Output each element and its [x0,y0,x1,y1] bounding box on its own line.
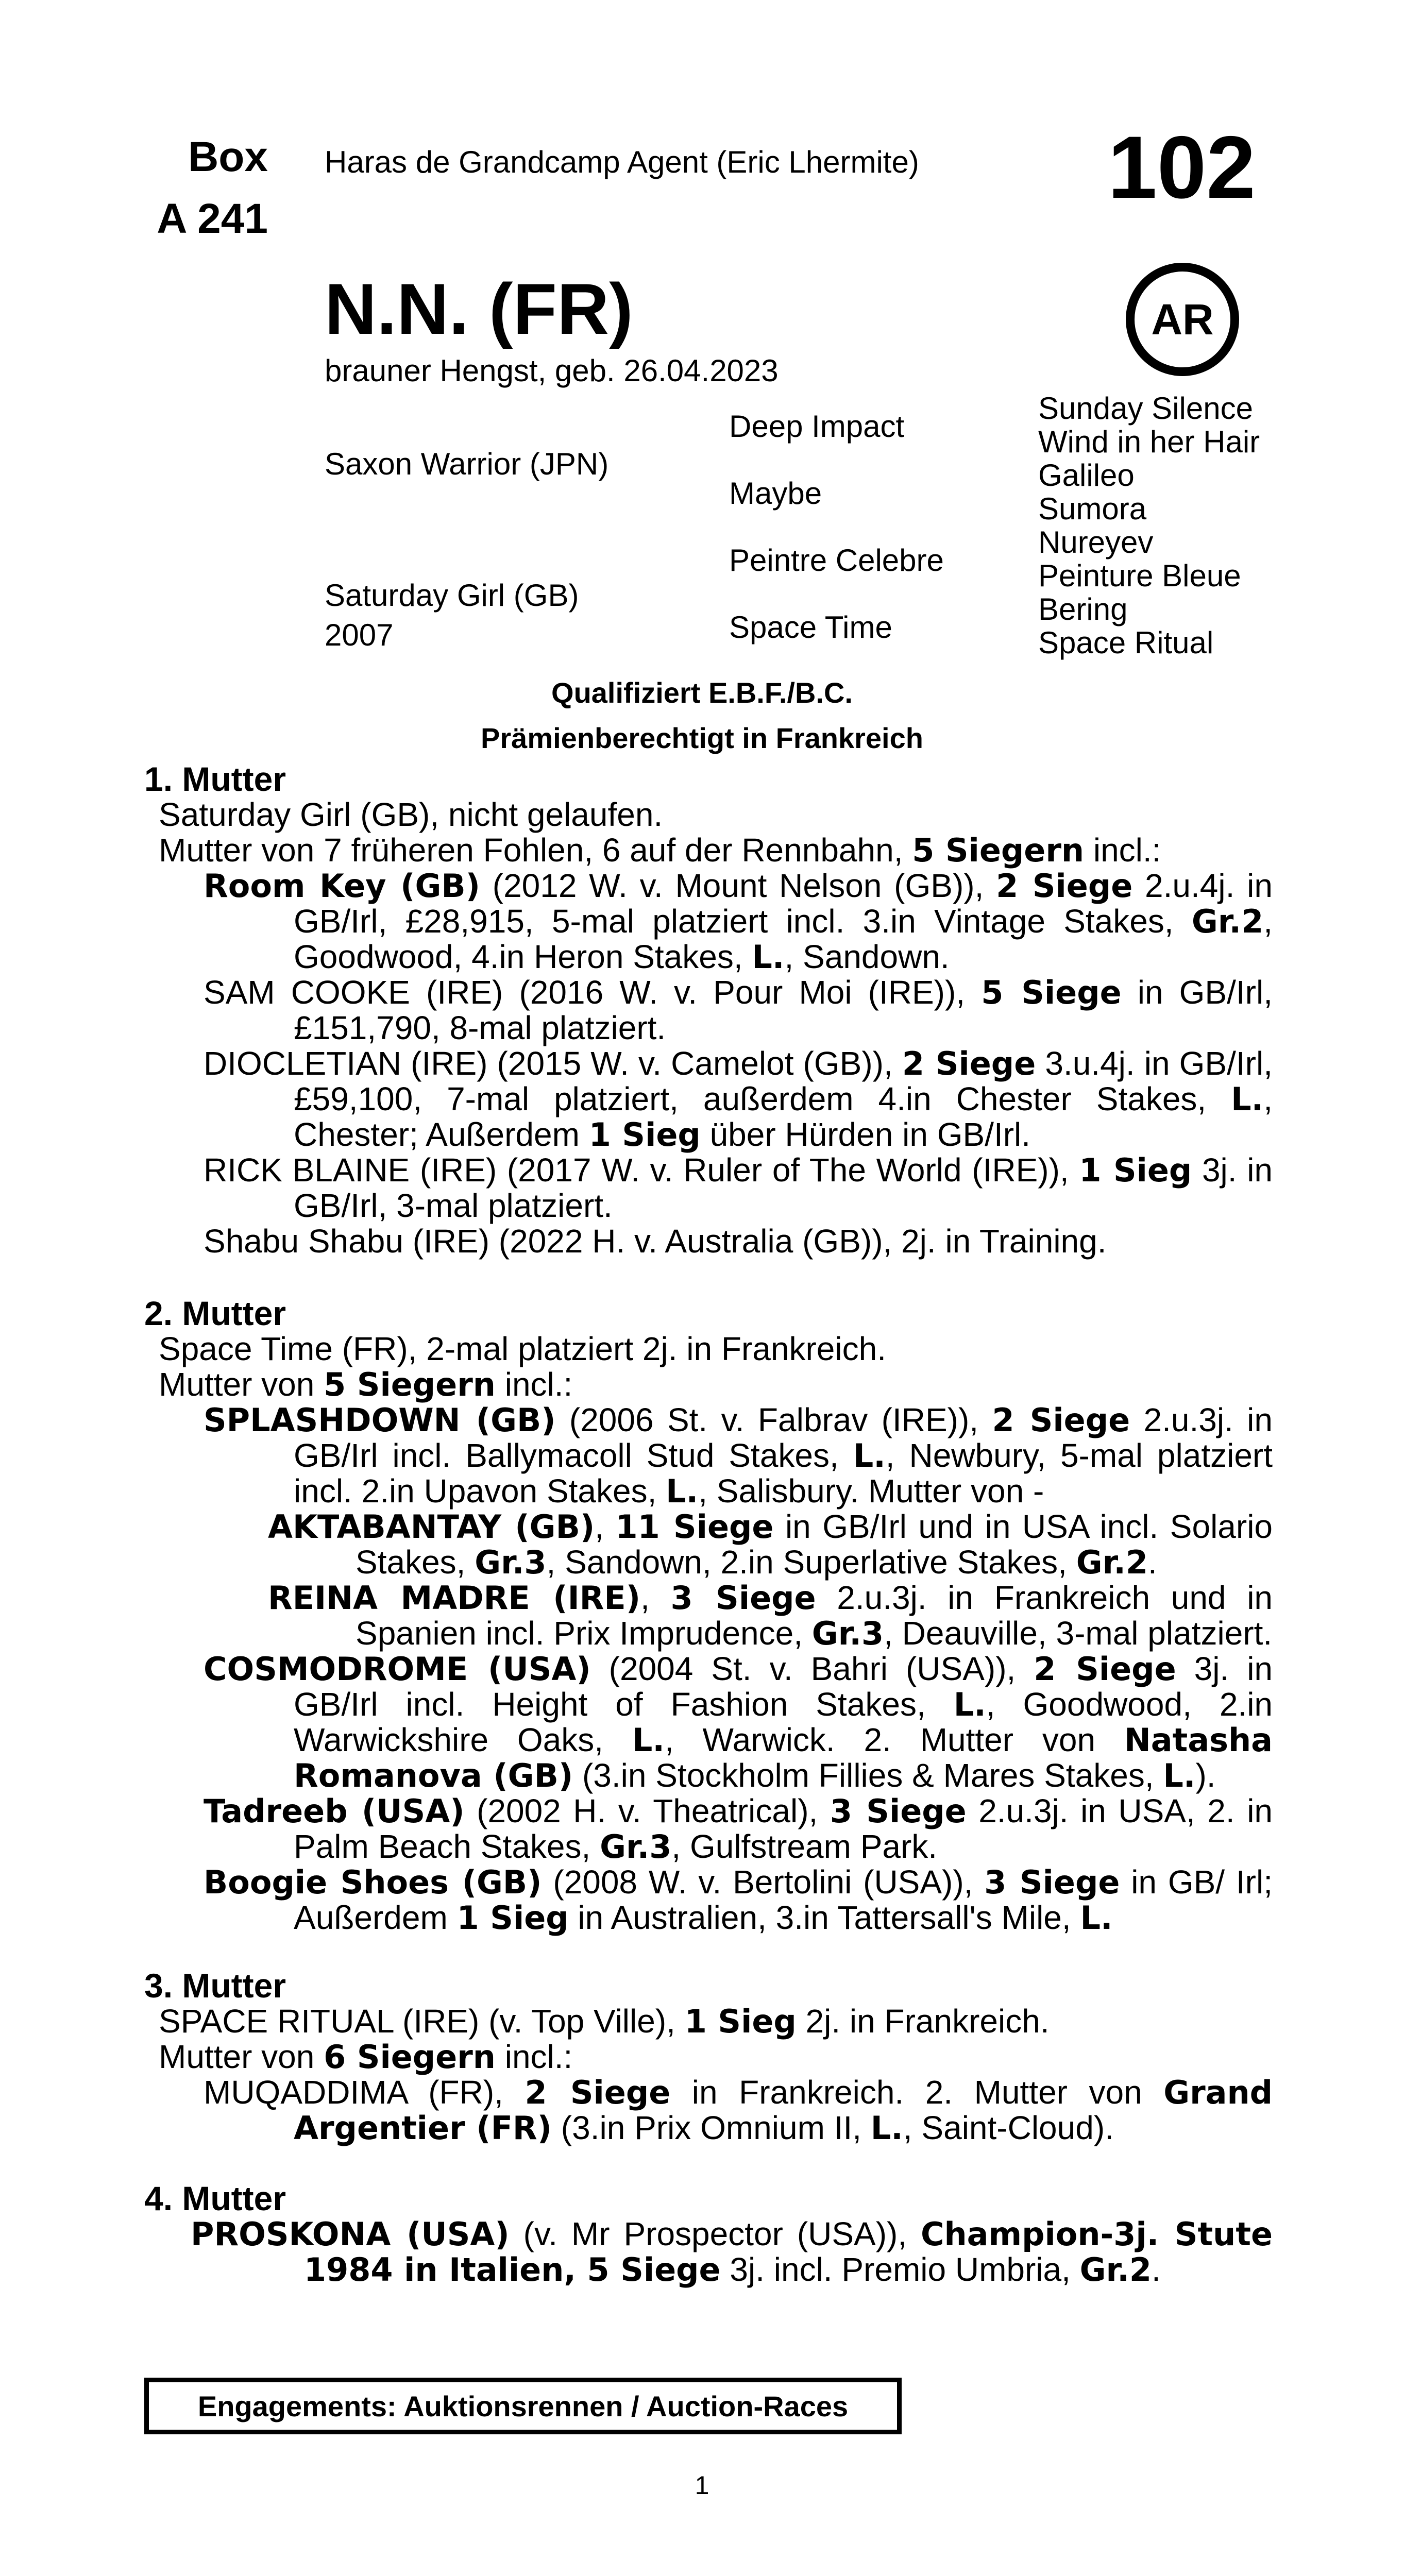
pedigree-dam: Saturday Girl (GB) [325,578,579,613]
engagements-box [144,2378,902,2434]
produce-summary: Mutter von 5 Siegern incl.: [159,1366,573,1403]
consignor-agent: Haras de Grandcamp Agent (Eric Lhermite) [325,145,919,179]
progeny-entry: COSMODROME (USA) (2004 St. v. Bahri (USA)), 2 Siege 3j. in GB/Irl incl. Height of Fashion Stakes, L., Goodwood, 2.in Warwickshire Oaks, L., Warwick. 2. Mutter von Natasha Romanova (GB) (3.in Stockholm Fillies & Mares Stakes, L.). [204,1650,1273,1794]
lot-number: 102 [1108,118,1256,217]
progeny-entry: Boogie Shoes (GB) (2008 W. v. Bertolini (USA)), 3 Siege in GB/ Irl; Außerdem 1 Sieg in Australien, 3.in Tattersall's Mile, L. [204,1863,1273,1937]
grand-progeny-entry: REINA MADRE (IRE), 3 Siege 2.u.3j. in Frankreich und in Spanien incl. Prix Imprudence, Gr.3, Deauville, 3-mal platziert. [268,1579,1273,1652]
progeny-entry: Shabu Shabu (IRE) (2022 H. v. Australia (GB)), 2j. in Training. [204,1223,1107,1260]
progeny-entry: RICK BLAINE (IRE) (2017 W. v. Ruler of The World (IRE)), 1 Sieg 3j. in GB/Irl, 3-mal platziert. [204,1151,1273,1224]
section-third-dam [144,1968,1273,2146]
progeny-entry: SPLASHDOWN (GB) (2006 St. v. Falbrav (IRE)), 2 Siege 2.u.3j. in GB/Irl incl. Ballymacoll Stud Stakes, L., Newbury, 5-mal platziert incl. 2.in Upavon Stakes, L., Salisbury. Mutter von - [204,1401,1273,1510]
pedigree-sire: Saxon Warrior (JPN) [325,447,609,481]
progeny-entry: Room Key (GB) (2012 W. v. Mount Nelson (GB)), 2 Siege 2.u.4j. in GB/Irl, £28,915, 5-mal platziert incl. 3.in Vintage Stakes, Gr.2, Goodwood, 4.in Heron Stakes, L., Sandown. [204,867,1273,976]
dam-line: SPACE RITUAL (IRE) (v. Top Ville), 1 Sieg 2j. in Frankreich. [159,2003,1050,2040]
section-fourth-dam [144,2181,1273,2287]
pedigree-g3-6: Peinture Bleue [1038,558,1241,593]
qualification-line-2: Prämienberechtigt in Frankreich [481,722,923,754]
section-title: 1. Mutter [144,760,286,798]
progeny-entry: MUQADDIMA (FR), 2 Siege in Frankreich. 2. Mutter von Grand Argentier (FR) (3.in Prix Omnium II, L., Saint-Cloud). [204,2074,1273,2147]
dam-line: Space Time (FR), 2-mal platziert 2j. in Frankreich. [159,1330,886,1367]
box-label: Box [188,133,268,180]
horse-name: N.N. (FR) [325,268,633,349]
ar-badge [1126,263,1239,376]
pedigree-g3-5: Nureyev [1038,525,1154,560]
progeny-entry: Tadreeb (USA) (2002 H. v. Theatrical), 3 Siege 2.u.3j. in USA, 2. in Palm Beach Stakes, Gr.3, Gulfstream Park. [204,1792,1273,1866]
pedigree-dam-sire: Peintre Celebre [729,543,944,578]
pedigree-g3-7: Bering [1038,592,1128,626]
page-number: 1 [695,2471,709,2500]
grand-progeny-entry: AKTABANTAY (GB), 11 Siege in GB/Irl und in USA incl. Solario Stakes, Gr.3, Sandown, 2.in Superlative Stakes, Gr.2. [268,1508,1273,1581]
pedigree-g3-3: Galileo [1038,458,1135,493]
progeny-entry: DIOCLETIAN (IRE) (2015 W. v. Camelot (GB)), 2 Siege 3.u.4j. in GB/Irl, £59,100, 7-mal platziert, außerdem 4.in Chester Stakes, L., Chester; Außerdem 1 Sieg über Hürden in GB/Irl. [204,1045,1273,1154]
section-title: 3. Mutter [144,1967,286,2005]
produce-summary: Mutter von 6 Siegern incl.: [159,2038,573,2076]
pedigree-g3-2: Wind in her Hair [1038,425,1260,459]
produce-summary: Mutter von 7 früheren Fohlen, 6 auf der Rennbahn, 5 Siegern incl.: [159,832,1161,869]
section-first-dam [144,761,1273,1259]
section-title: 2. Mutter [144,1294,286,1332]
pedigree-g3-8: Space Ritual [1038,625,1214,660]
section-second-dam [144,1296,1273,1936]
dam-line: PROSKONA (USA) (v. Mr Prospector (USA)), Champion-3j. Stute 1984 in Italien, 5 Siege 3j. incl. Premio Umbria, Gr.2. [191,2215,1273,2289]
pedigree-sire-sire: Deep Impact [729,409,905,444]
qualification-line-1: Qualifiziert E.B.F./B.C. [551,676,853,709]
ar-badge-text: AR [1151,295,1214,344]
pedigree-dam-dam: Space Time [729,610,892,645]
box-number: A 241 [157,195,268,242]
engagements-text: Engagements: Auktionsrennen / Auction-Races [197,2389,849,2422]
pedigree-sire-dam: Maybe [729,476,822,511]
section-title: 4. Mutter [144,2179,286,2217]
pedigree-dam-year: 2007 [325,618,394,652]
horse-description: brauner Hengst, geb. 26.04.2023 [325,353,779,388]
progeny-entry: SAM COOKE (IRE) (2016 W. v. Pour Moi (IRE)), 5 Siege in GB/Irl, £151,790, 8-mal platziert. [204,974,1273,1046]
dam-line: Saturday Girl (GB), nicht gelaufen. [159,796,663,833]
pedigree-g3-1: Sunday Silence [1038,391,1253,426]
pedigree-g3-4: Sumora [1038,492,1147,526]
